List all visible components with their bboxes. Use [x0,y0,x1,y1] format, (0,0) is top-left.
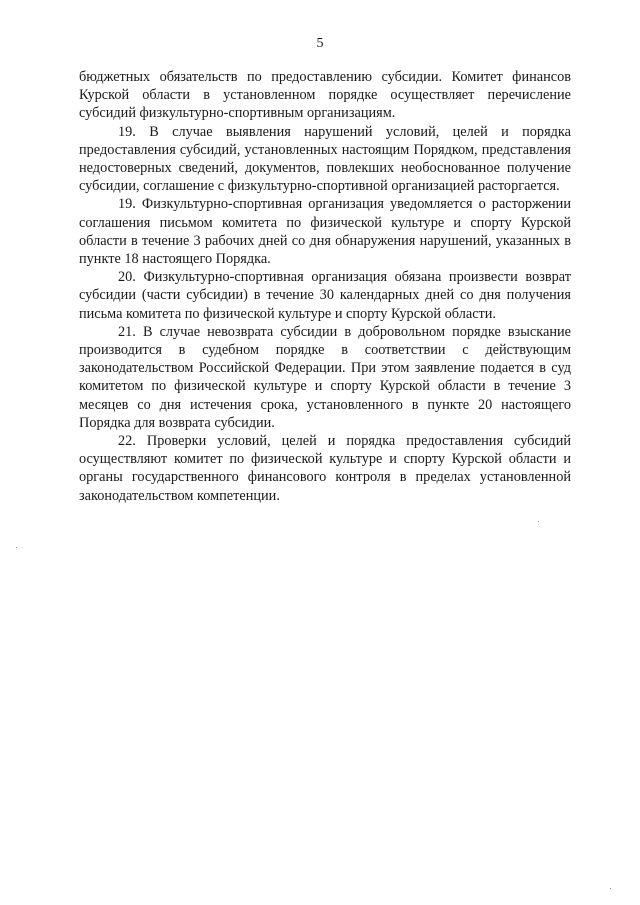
document-body [79,68,571,505]
paragraph-22-inspection: 22. Проверки условий, целей и порядка предоставления субсидий осуществляют комитет по физической культуре и спорту Курской области и органы государственного финансового контроля в пределах установленной законодательством компетенции. [79,433,571,504]
page-number: 5 [316,36,324,51]
scan-speck [538,521,539,522]
paragraph-20-refund: 20. Физкультурно-спортивная организация обязана произвести возврат субсидии (части субсидии) в течение 30 календарных дней со дня получения письма комитета по физической культуре и спорту Курской области. [79,269,571,322]
paragraph-continuation: бюджетных обязательств по предоставлению субсидии. Комитет финансов Курской области в установленном порядке осуществляет перечисление субсидий физкультурно-спортивным организациям. [79,69,571,122]
paragraph-19-notification: 19. Физкультурно-спортивная организация уведомляется о расторжении соглашения письмом комитета по физической культуре и спорту Курской области в течение 3 рабочих дней со дня обнаружения нарушений, указанных в пункте 18 настоящего Порядка. [79,196,571,268]
paragraph-19-violation: 19. В случае выявления нарушений условий, целей и порядка предоставления субсидий, установленных настоящим Порядком, представления недостоверных сведений, документов, повлекших необоснованное получение субсидии, соглашение с физкультурно-спортивной организацией расторгается. [79,123,571,195]
paragraph-21-recovery: 21. В случае невозврата субсидии в добровольном порядке взыскание производится в судебном порядке в соответствии с действующим законодательством Российской Федерации. При этом заявление подается в суд комитетом по физической культуре и спорту Курской области в течение 3 месяцев со дня истечения срока, установленного в пункте 20 настоящего Порядка для возврата субсидии. [79,323,571,431]
scan-speck [610,888,611,889]
scan-speck [16,547,17,548]
